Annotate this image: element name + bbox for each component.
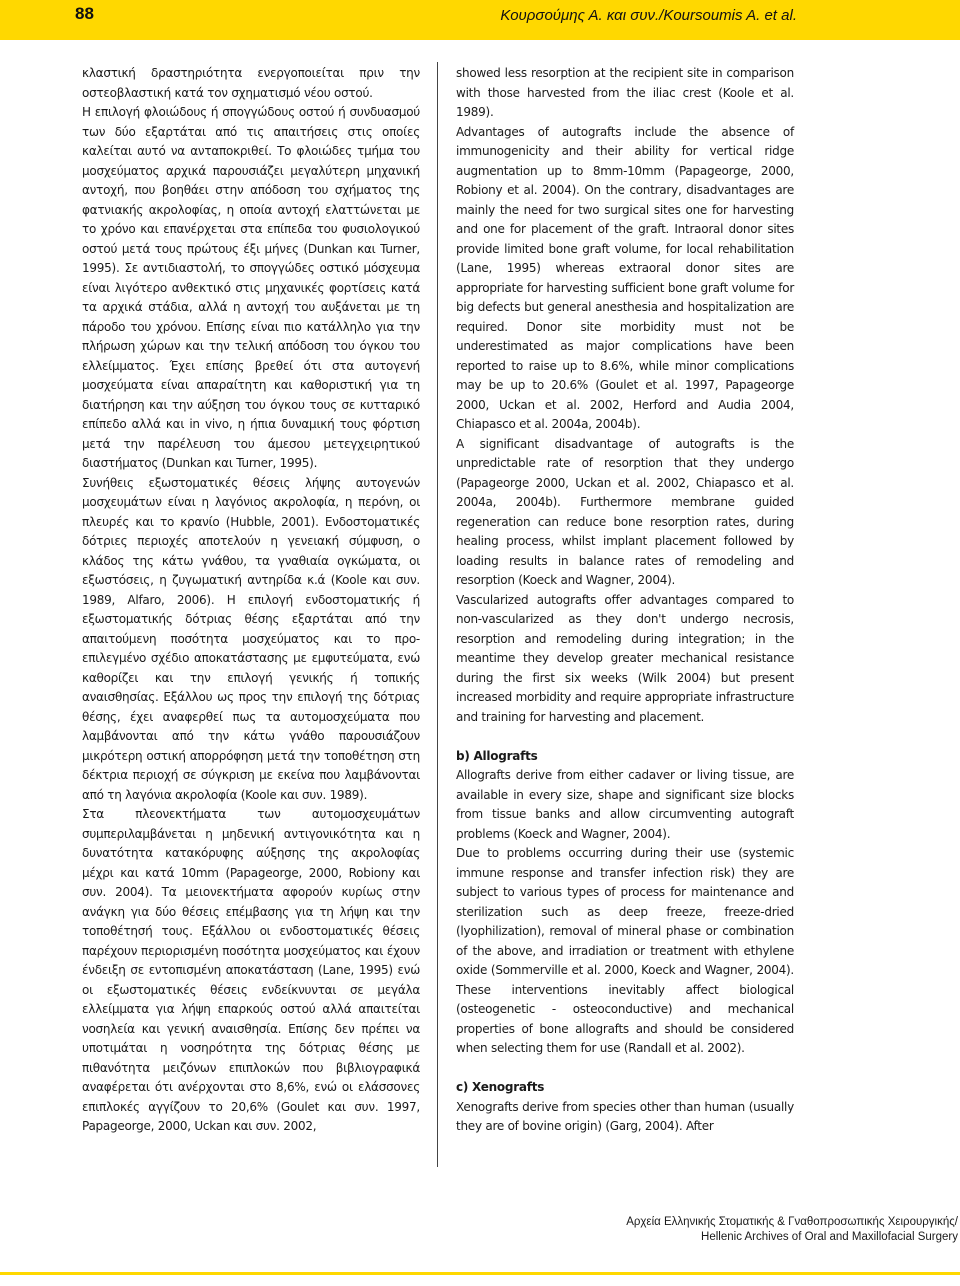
paragraph: Due to problems occurring during their use (systemic immune response and transfer infection risk) they are subject to various types of process for maintenance and sterilization such as deep freeze, freeze-dried (lyophilization), removal of mineral phase or combination of the above, and irradiation or treatment with ethylene oxide (Sommerville et al. 2000, Koeck and Wagner, 2004). These interventions inevitably affect biological (osteogenetic - osteoconductive) and mechanical properties of bone allografts and should be considered when selecting them for use (Randall et al. 2002). [456, 846, 794, 1055]
header-bar [0, 0, 960, 40]
paragraph: Η επιλογή φλοιώδους ή σπογγώδους οστού ή συνδυασμού των δύο εξαρτάται από τις απαιτήσεις στις οποίες καλείται αυτό να ανταποκριθεί. Το φλοιώδες τμήμα του μοσχεύματος αρχικά παρουσιάζει μεγαλύτερη μηχανική αντοχή, που βοηθάει στην απόδοση του σχήματος της φατνιακής ακρολοφίας, η οποία αντοχή ελαττώνεται με το χρόνο και επανέρχεται στα επίπεδα του φυσιολογικού οστού μετά τους πρώτους έξι μήνες (Dunkan και Turner, 1995). Σε αντιδιαστολή, το σπογγώδες οστικό μόσχευμα είναι λιγότερο ανθεκτικό στις μηχανικές φορτίσεις κατά τα αρχικά στάδια, αλλά η αντοχή του αυξάνεται με τη πάροδο του χρόνου. Επίσης είναι πιο κατάλληλο για την πλήρωση χώρων και την τελική απόδοση του όγκου του ελλείμματος. Έχει επίσης βρεθεί ότι στα αυτογενή μοσχεύματα είναι απαραίτητη και καθοριστική για τη διατήρηση και την αύξηση του όγκου τους σε κυτταρικό επίπεδο αλλά και in vivo, η ήπια δυναμική τους φόρτιση μετά την παρέλευση του άμεσου μετεγχειρητικού διαστήματος (Dunkan και Turner, 1995). [82, 105, 420, 470]
paragraph: Xenografts derive from species other than human (usually they are of bovine origin) (Garg, 2004). After [456, 1099, 794, 1133]
column-divider [437, 62, 438, 1167]
paragraph: Στα πλεονεκτήματα των αυτομοσχευμάτων συμπεριλαμβάνεται η μηδενική αντιγονικότητα και η δυνατότητα κατακόρυφης αύξησης της ακρολοφίας μέχρι και κατά 10mm (Papageorge, 2000, Robiony και συν. 2004). Τα μειονεκτήματα αφορούν κυρίως στην ανάγκη για δύο θέσεις επέμβασης για τη λήψη και την τοποθέτησή τους. Εξάλλου οι ενδοστοματικές θέσεις παρέχουν περιορισμένη ποσότητα μοσχεύματος και έχουν ένδειξη σε εντοπισμένη αποκατάσταση (Lane, 1995) ενώ οι εξωστοματικές θέσεις ενδείκνυνται σε μεγάλα ελλείμματα για λήψη επαρκούς οστού αλλά απαιτείται νοσηλεία και γενική αναισθησία. Επίσης δεν πρέπει να υποτιμάται η νοσηρότητα της δότριας θέσης με πιθανότητα μειζόνων επιπλοκών που βιβλιογραφικά αναφέρεται ότι ανέρχονται στο 8,6%, ενώ οι ελάσσονες επιπλοκές αγγίζουν το 20,6% (Goulet και συν. 1997, Papageorge, 2000, Uckan και συν. 2002, [82, 807, 420, 1133]
paragraph: Advantages of autografts include the absence of immunogenicity and their ability for vertical ridge augmentation up to 8mm-10mm (Papageorge, 2000, Robiony et al. 2004). On the contrary, disadvantages are mainly the need for two surgical sites one for harvesting and one for placement of the graft. Intraoral donor sites provide limited bone graft volume, for local rehabilitation (Lane, 1995) whereas extraoral donor sites are appropriate for harvesting sufficient bone graft volume for big defects but general anesthesia and hospitalization are required. Donor site morbidity must not be underestimated as major complications have been reported to raise up to 8.6%, while minor complications may be up to 20.6% (Goulet et al. 1997, Papageorge 2000, Uckan et al. 2002, Herford and Audia 2004, Chiapasco et al. 2004a, 2004b). [456, 124, 794, 431]
paragraph: Vascularized autografts offer advantages compared to non-vascularized as they don't undergo necrosis, resorption and remodeling during integration; in the meantime they develop greater mechanical resistance during the first six weeks (Wilk 2004) but present increased morbidity and require appropriate infrastructure and training for harvesting and placement. [456, 592, 794, 724]
paragraph: A significant disadvantage of autografts is the unpredictable rate of resorption that they undergo (Papageorge 2000, Uckan et al. 2002, Chiapasco et al. 2004a, 2004b). Furthermore membrane guided regeneration can reduce bone resorption rates, during healing process, whilst implant placement followed by loading results in balance rates of remodeling and resorption (Koeck and Wagner, 2004). [456, 436, 794, 587]
paragraph: showed less resorption at the recipient site in comparison with those harvested from the iliac crest (Koole et al. 1989). [456, 66, 794, 119]
left-column [82, 64, 420, 1137]
right-column [456, 64, 794, 1137]
footer-line-english: Hellenic Archives of Oral and Maxillofacial Surgery [701, 1231, 958, 1243]
section-heading-allografts: b) Allografts [456, 748, 538, 763]
journal-footer [626, 1215, 958, 1245]
bottom-rule [0, 1272, 960, 1275]
page-number: 88 [75, 4, 94, 23]
footer-line-greek: Αρχεία Ελληνικής Στοματικής & Γναθοπροσωπικής Χειρουργικής/ [626, 1216, 958, 1228]
running-head: Κουρσούμης Α. και συν./Koursoumis A. et al. [500, 7, 797, 24]
section-heading-xenografts: c) Xenografts [456, 1080, 545, 1094]
paragraph: κλαστική δραστηριότητα ενεργοποιείται πριν την οστεοβλαστική κατά τον σχηματισμό νέου οστού. [82, 66, 420, 100]
paragraph: Allografts derive from either cadaver or living tissue, are available in every size, shape and significant size blocks from tissue banks and allow circumventing autograft problems (Koeck and Wagner, 2004). [456, 768, 794, 841]
paragraph: Συνήθεις εξωστοματικές θέσεις λήψης αυτογενών μοσχευμάτων είναι η λαγόνιος ακρολοφία, η περόνη, οι πλευρές και το κρανίο (Hubble, 2001). Ενδοστοματικές δότριες περιοχές αποτελούν η γενειακή σύμφυση, ο κλάδος της κάτω γνάθου, τα γναθιαία ογκώματα, οι εξωστόσεις, η ζυγωματική αντηρίδα κ.ά (Koole και συν. 1989, Alfaro, 2006). Η επιλογή ενδοστοματικής ή εξωστοματικής δότριας θέσης εξαρτάται από την απαιτούμενη ποσότητα μοσχεύματος και το προ-επιλεγμένο σχέδιο αποκατάστασης με εμφυτεύματα, ενώ καθορίζει και την επιλογή γενικής ή τοπικής αναισθησίας. Εξάλλου ως προς την επιλογή της δότριας θέσης, έχει αναφερθεί πως τα αυτομοσχεύματα που λαμβάνονται από την κάτω γνάθο παρουσιάζουν μικρότερη οστική απορρόφηση μετά την τοποθέτηση στη δέκτρια περιοχή σε σύγκριση με εκείνα που λαμβάνονται από τη λαγόνια ακρολοφία (Koole και συν. 1989). [82, 475, 420, 802]
